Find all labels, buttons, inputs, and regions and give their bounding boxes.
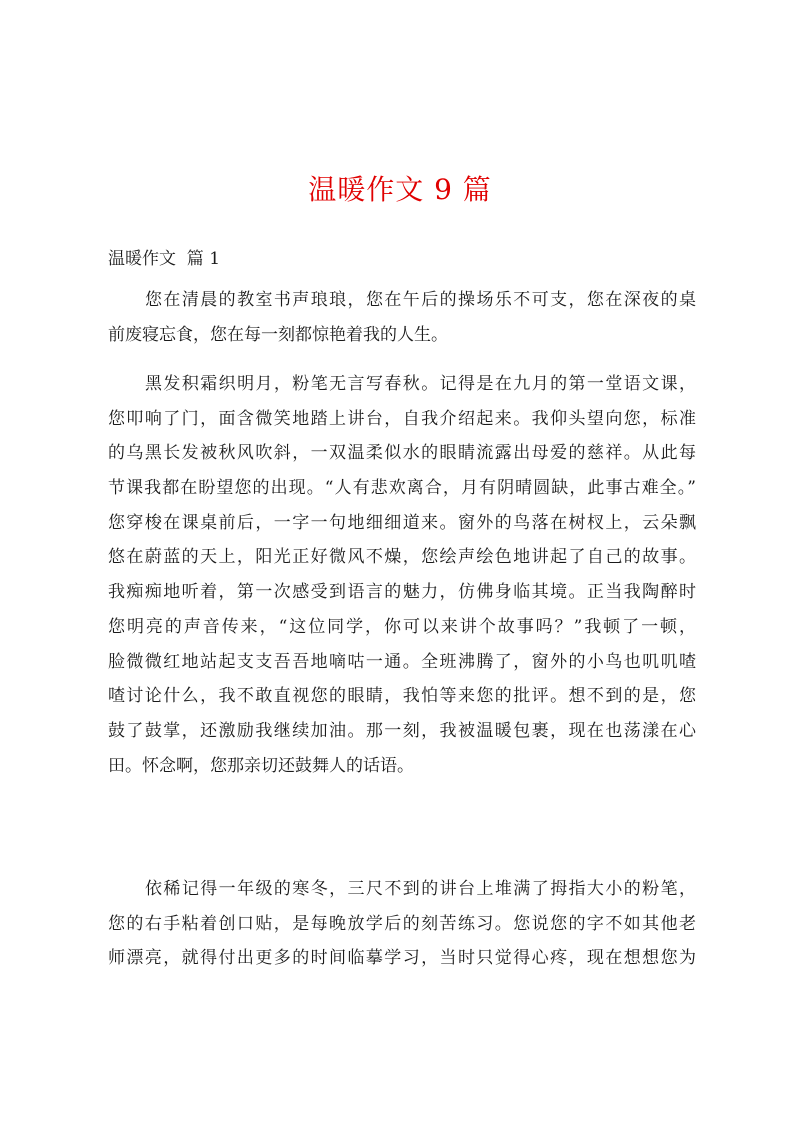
paragraph-line: 您穿梭在课桌前后，一字一句地细细道来。窗外的鸟落在树杈上，云朵飘 [108,512,696,533]
paragraph-1 [108,283,696,352]
paragraph-3 [108,872,696,976]
paragraph-line: 依稀记得一年级的寒冬，三尺不到的讲台上堆满了拇指大小的粉笔， [145,879,696,899]
paragraph-line: 您在清晨的教室书声琅琅，您在午后的操场乐不可支，您在深夜的桌 [145,290,696,310]
paragraph-line: 您明亮的声音传来，“这位同学，你可以来讲个故事吗？”我顿了一顿， [108,616,696,637]
section-heading: 温暖作文 篇 1 [108,249,221,269]
paragraph-line: 脸微微红地站起支支吾吾地嘀咕一通。全班沸腾了，窗外的小鸟也叽叽喳 [108,651,696,672]
paragraph-line: 悠在蔚蓝的天上，阳光正好微风不燥，您绘声绘色地讲起了自己的故事。 [108,547,696,568]
paragraph-line: 田。怀念啊，您那亲切还鼓舞人的话语。 [108,755,414,776]
paragraph-line: 节课我都在盼望您的出现。“人有悲欢离合，月有阴晴圆缺，此事古难全。” [108,478,696,499]
paragraph-2 [108,367,696,783]
paragraph-line: 您叩响了门，面含微笑地踏上讲台，自我介绍起来。我仰头望向您，标准 [108,408,696,429]
document-title: 温暖作文 9 篇 [308,173,492,206]
paragraph-line: 的乌黑长发被秋风吹斜，一双温柔似水的眼睛流露出母爱的慈祥。从此每 [108,443,696,464]
paragraph-line: 喳讨论什么，我不敢直视您的眼睛，我怕等来您的批评。想不到的是，您 [108,686,696,707]
paragraph-line: 师漂亮，就得付出更多的时间临摹学习，当时只觉得心疼，现在想想您为 [108,948,696,969]
paragraph-line: 我痴痴地听着，第一次感受到语言的魅力，仿佛身临其境。正当我陶醉时 [108,582,696,603]
paragraph-line: 黑发积霜织明月，粉笔无言写春秋。记得是在九月的第一堂语文课， [145,374,696,394]
paragraph-line: 鼓了鼓掌，还激励我继续加油。那一刻，我被温暖包裹，现在也荡漾在心 [108,720,696,741]
paragraph-line: 您的右手粘着创口贴，是每晚放学后的刻苦练习。您说您的字不如其他老 [108,913,696,934]
paragraph-line: 前废寝忘食，您在每一刻都惊艳着我的人生。 [108,324,448,345]
